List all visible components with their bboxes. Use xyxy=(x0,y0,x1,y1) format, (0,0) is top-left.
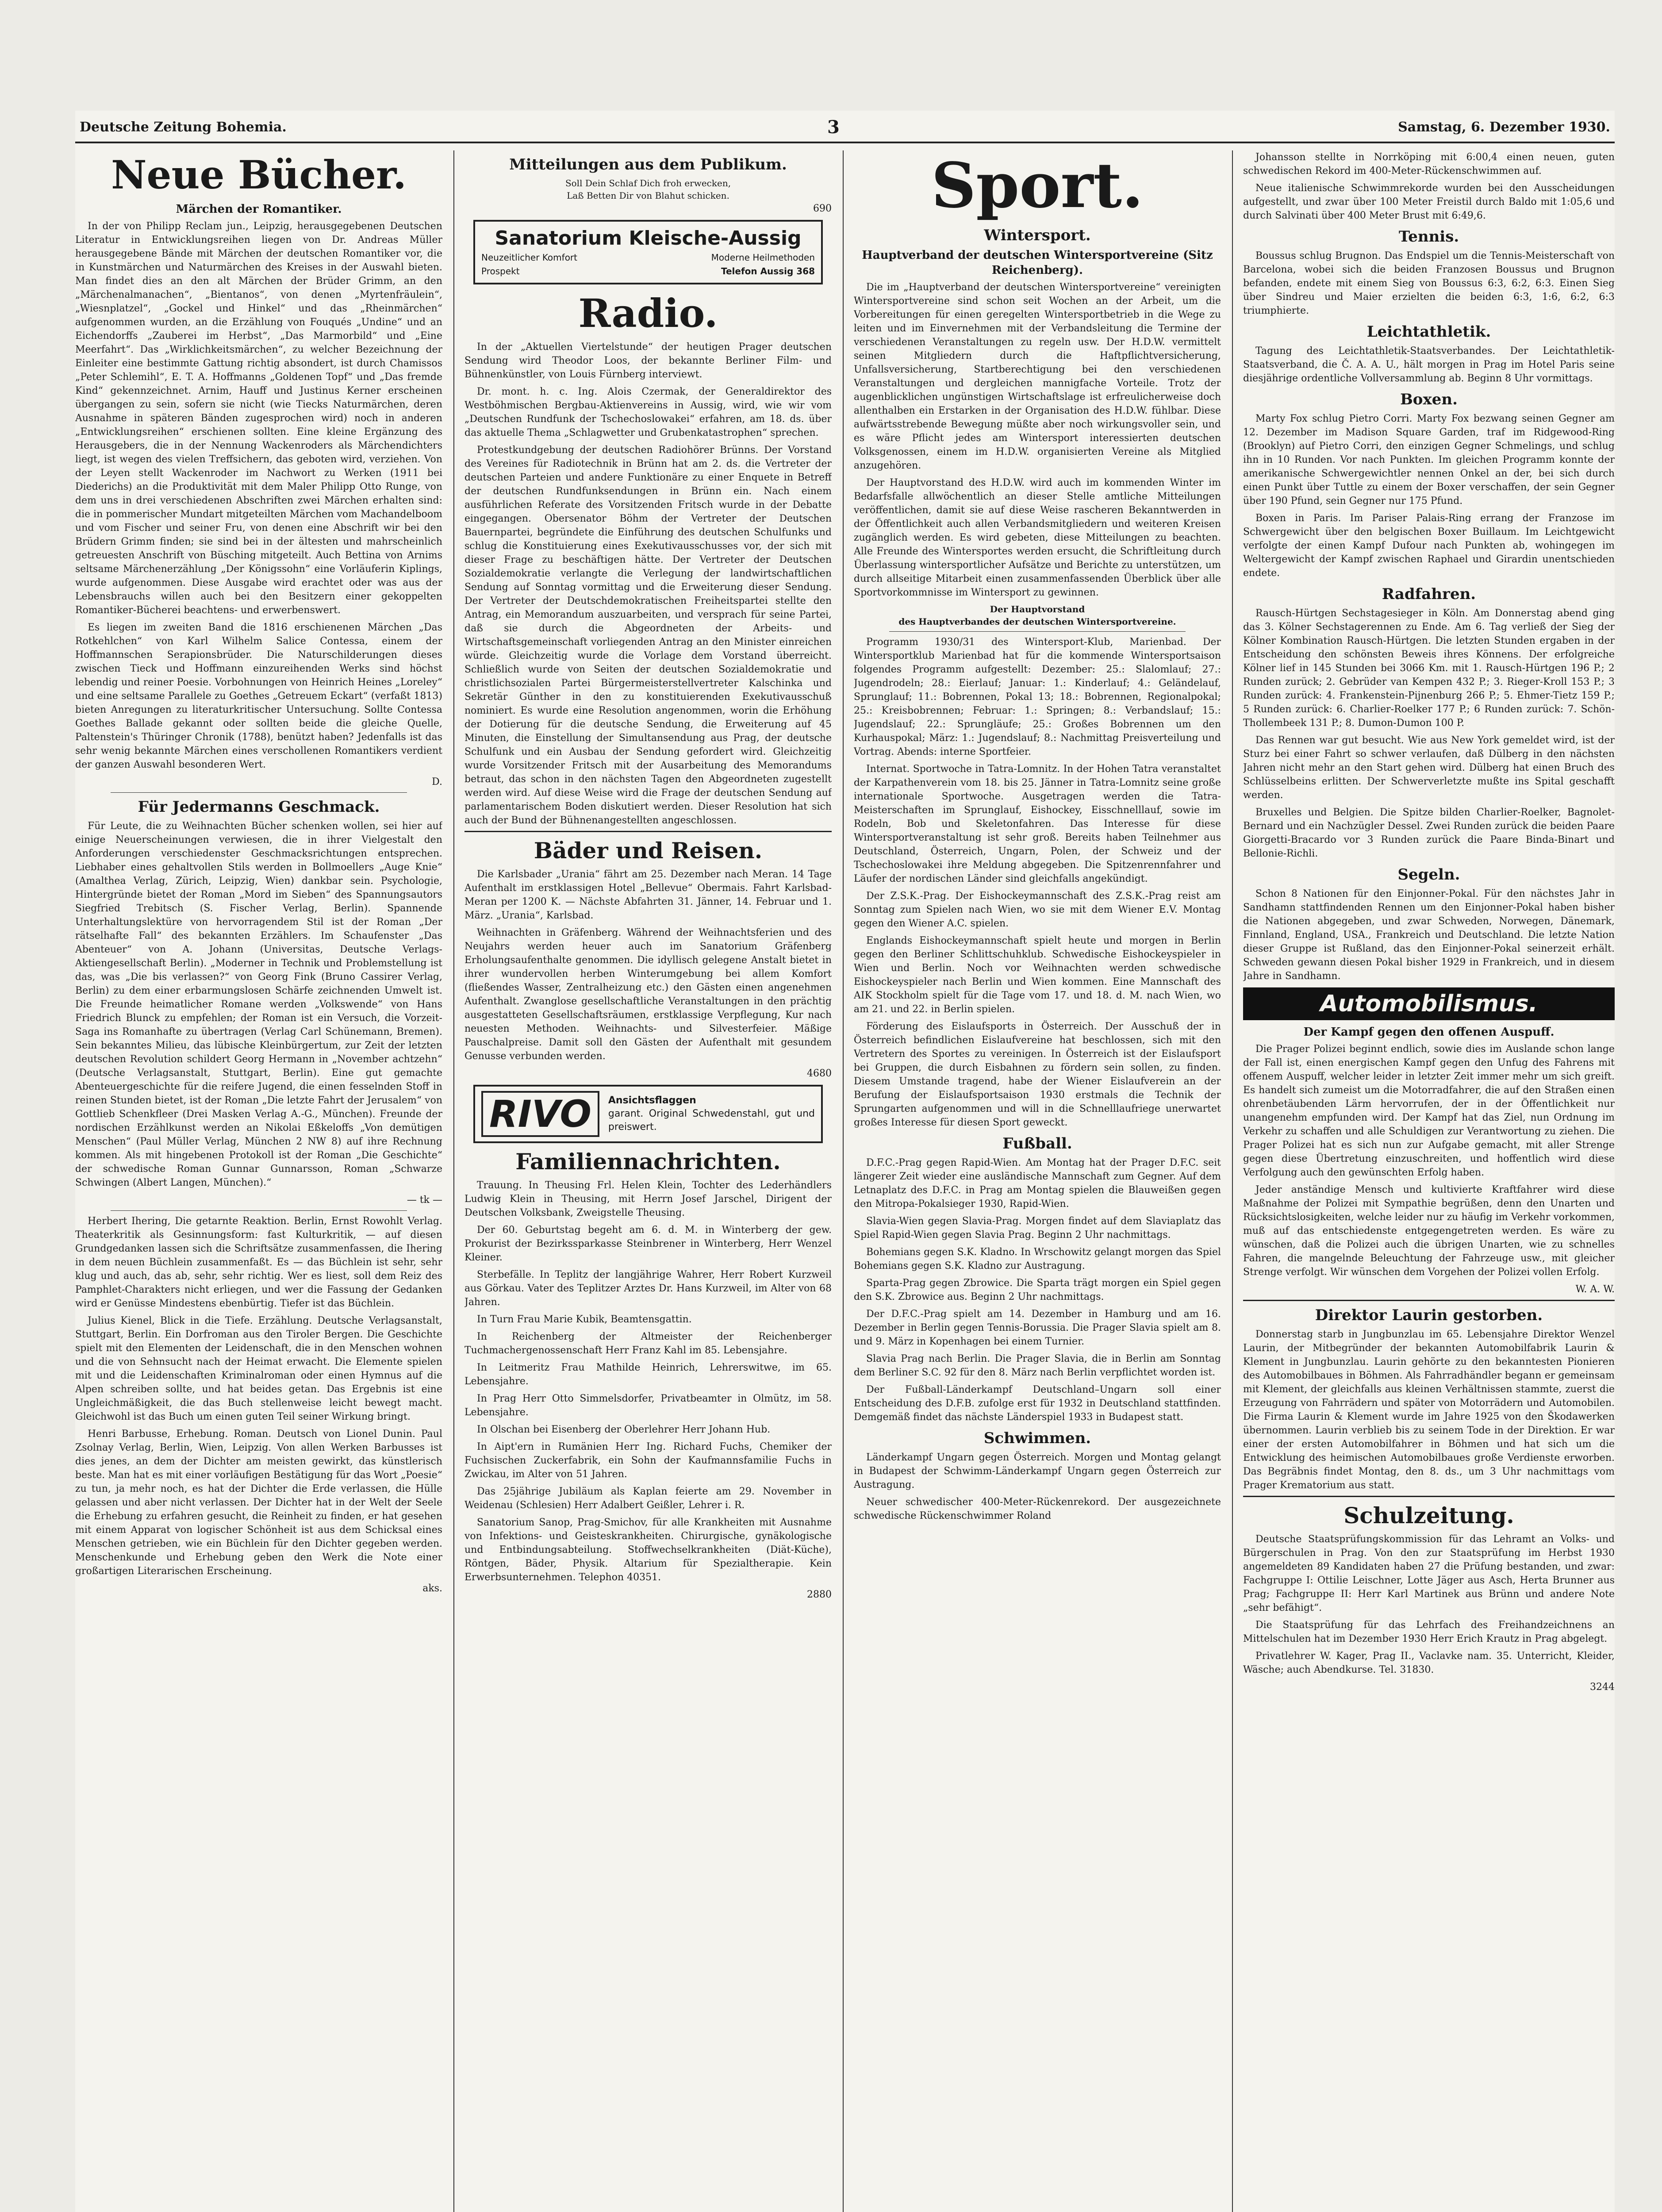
paragraph: Internat. Sportwoche in Tatra-Lomnitz. In der Hohen Tatra veranstaltet der Karpathenverein vom 18. bis 25. Jänner in Tatra-Lomnitz seine große internationale Sportwoche. Ausgetragen werden die Tatra-Meisterschaften im Sprunglauf, Eishockey, Eisschnelllauf, sowie im Rodeln, Bob und Skeletonfahren. Das Interesse für diese Wintersportveranstaltung ist sehr groß. Bereits haben Teilnehmer aus Deutschland, Österreich, Ungarn, Polen, der Schweiz und der Tschechoslowakei ihre Meldung abgegeben. Die Spitzenrennfahrer und Läufer der nordischen Länder sind gleichfalls angekündigt. xyxy=(854,764,1221,884)
paragraph: Trauung. In Theusing Frl. Helen Klein, Tochter des Lederhändlers Ludwig Klein in Theusing, mit Herrn Josef Jarschel, Dirigent der Deutschen Volksbank, Zweigstelle Theusing. xyxy=(464,1180,832,1218)
paragraph: Die Karlsbader „Urania“ fährt am 25. Dezember nach Meran. 14 Tage Aufenthalt im erstklassigen Hotel „Bellevue“ Obermais. Fahrt Karlsbad-Meran per 1200 K. — Nächste Abfahrten 31. Jänner, 14. Februar und 1. März. „Urania“, Karlsbad. xyxy=(464,869,832,921)
newspaper-page xyxy=(75,111,1615,2212)
paragraph: In Aipt'ern in Rumänien Herr Ing. Richard Fuchs, Chemiker der Fuchsischen Zuckerfabrik, ein Sohn der Kaufmannsfamilie Fuchs in Zwickau, im Alter von 51 Jahren. xyxy=(464,1441,832,1480)
column-divider xyxy=(1232,150,1233,2212)
paragraph: Slavia-Wien gegen Slavia-Prag. Morgen findet auf dem Slaviaplatz das Spiel Rapid-Wien gegen Slavia Prag. Beginn 2 Uhr nachmittags. xyxy=(854,1216,1221,1240)
boxen-body xyxy=(1243,412,1615,580)
paragraph: Slavia Prag nach Berlin. Die Prager Slavia, die in Berlin am Sonntag dem Berliner S.C. 92 für den 8. März nach Berlin verpflichtet worden ist. xyxy=(854,1353,1221,1378)
article-signature: W. A. W. xyxy=(1575,1284,1615,1295)
column-radio-family xyxy=(464,150,832,2212)
fussball-body xyxy=(854,1156,1221,1424)
paragraph: Bruxelles und Belgien. Die Spitze bilden Charlier-Roelker, Bagnolet-Bernard und ein Nachzügler Dessel. Zwei Runden zurück die beiden Paare Giorgetti-Bracardo vor 3 Runden zurück die Paare Binda-Binart und Bellonie-Richli. xyxy=(1243,807,1615,859)
paragraph: Bohemians gegen S.K. Kladno. In Wrschowitz gelangt morgen das Spiel Bohemians gegen S.K. Kladno zur Austragung. xyxy=(854,1247,1221,1271)
section-title-sport: Sport. xyxy=(931,150,1144,222)
paragraph: Deutsche Staatsprüfungskommission für das Lehramt an Volks- und Bürgerschulen in Prag. Von den zur Staatsprüfung im Herbst 1930 angemeldeten 89 Kandidaten haben 27 die Prüfung bestanden, und zwar: Fachgruppe I: Ottilie Leischner, Lotte Jäger aus Asch, Herta Brunner aus Prag; Fachgruppe II: Herr Karl Martinek aus Brünn und andere Note „sehr befähigt“. xyxy=(1243,1534,1615,1613)
notice-line: Laß Betten Dir von Blahut schicken. xyxy=(567,190,729,201)
page-number: 3 xyxy=(827,117,840,138)
paragraph: Für Leute, die zu Weihnachten Bücher schenken wollen, sei hier auf einige Neuerscheinungen verwiesen, die in ihrer Vielgestalt den Anforderungen verschiedenster Geschmacksrichtungen entsprechen. Liebhaber eines gehaltvollen Stils werden in Bollmoellers „Auge Knie“ (Amalthea Verlag, Zürich, Leipzig, Wien) dankbar sein. Psychologie, Hintergründe bietet der Roman „Mord im Sieben“ des Spannungsautors Siegfried Trebitsch (S. Fischer Verlag, Berlin). Spannende Unterhaltungslektüre von hervorragendem Stil ist der Roman „Der rätselhafte Fall“ des bekannten Erzählers. Im Schaufenster „Das Abenteuer“ von A. Johann (Universitas, Deutsche Verlags-Aktiengesellschaft Berlin). „Moderner in Technik und Problemstellung ist das, was „Die bis verlassen?“ von Georg Fink (Bruno Cassirer Verlag, Berlin) zu dem einer erbarmungslosen Schärfe zeichnenden Umwelt ist. Die Freunde heimatlicher Romane werden „Volkswende“ von Hans Friedrich Blunck zu empfehlen; der Roman ist ein Versuch, die Vorzeit-Saga ins Romanhafte zu übertragen (Verlag Carl Schünemann, Bremen). Sein bekanntes Milieu, das lübische Kleinbürgertum, zur Zeit der letzten deutschen Revolution schildert Georg Hermann in „November achtzehn“ (Deutsche Verlagsanstalt, Stuttgart, Berlin). Eine gut gemachte Abenteuergeschichte für die reifere Jugend, die einen fesselnden Stoff in reinen Stunden bietet, ist der Roman „Die letzte Fahrt der Jerusalem“ von Gottlieb Schenkfleer (Drei Masken Verlag A.-G., München). Freunde der nordischen Erzählkunst werden an Nikolai Eßkeloffs „Von demütigen Menschen“ (Paul Müller Verlag, München 2 NW 8) auf ihre Rechnung kommen. Als mit hingebenen Protokoll ist der Roman „Die Geschichte“ der schwedische Roman Gunnar Gunnarsson, Roman „Schwarze Schwingen (Albert Langen, München).“ xyxy=(75,821,442,1188)
paragraph: Privatlehrer W. Kager, Prag II., Vaclavke nam. 35. Unterricht, Kleider, Wäsche; auch Abendkurse. Tel. 31830. xyxy=(1243,1651,1615,1675)
sport-body xyxy=(854,635,1221,1129)
ad-rivo xyxy=(473,1085,823,1143)
article-signature: D. xyxy=(432,776,442,787)
subsection-title-boxen: Boxen. xyxy=(1400,391,1458,408)
column-sport xyxy=(854,150,1221,2212)
radio-body xyxy=(464,340,832,827)
schwimmen-body xyxy=(854,1451,1221,1523)
paragraph: In Prag Herr Otto Simmelsdorfer, Privatbeamter in Olmütz, im 58. Lebensjahre. xyxy=(464,1393,832,1418)
section-title-publikum: Mitteilungen aus dem Publikum. xyxy=(509,156,787,173)
paragraph: In Turn Frau Marie Kubik, Beamtensgattin. xyxy=(477,1314,692,1325)
divider xyxy=(464,831,832,832)
family-body xyxy=(464,1179,832,1584)
notice-code: 690 xyxy=(813,203,832,214)
paragraph: Rausch-Hürtgen Sechstagesieger in Köln. Am Donnerstag abend ging das 3. Kölner Sechstagerennen zu Ende. Am 6. Tag verließ der Sieg der Kölner Kombination Rausch-Hürtgen. Die letzten Stunden ergaben in der Entscheidung den schönsten Beweis ihres Könnens. Der erfolgreiche Kölner lief in 145 Stunden bei 3066 Km. mit 1. Rausch-Hürtgen 196 P.; 2 Runden zurück; 2. Gebrüder van Kempen 432 P.; 3. Rieger-Kroll 153 P.; 3 Runden zurück: 4. Frankenstein-Pijnenburg 266 P.; 5. Ehmer-Tietz 159 P.; 5 Runden zurück: 6. Charlier-Roelker 177 P.; 6 Runden zurück: 7. Schön-Thollembeek 131 P.; 8. Dumon-Dumon 100 P. xyxy=(1243,608,1615,729)
article-signature: — tk — xyxy=(407,1194,442,1206)
column-books xyxy=(75,150,442,2212)
issue-date: Samstag, 6. Dezember 1930. xyxy=(1398,119,1610,135)
divider xyxy=(1243,1496,1615,1497)
section-title-baeder: Bäder und Reisen. xyxy=(534,837,763,864)
paragraph: Herbert Ihering, Die getarnte Reaktion. Berlin, Ernst Rowohlt Verlag. Theaterkritik als Gesinnungsform: fast Kulturkritik, — auf diesen Grundgedanken lassen sich die Schriftsätze zusammenfassen, die Ihering in dem neuen Büchlein zusammenfaßt. Es — das Büchlein ist sehr, sehr klug und auch, das ab, sehr, sehr richtig. Wer es liest, soll dem Reiz des Pamphlet-Charakters nicht erliegen, und wer die Fassung der Gedanken wird er Genüsse Mindestens ebenbürtig. Tiefer ist das Büchlein. xyxy=(75,1216,442,1309)
signature: des Hauptverbandes der deutschen Wintersportvereine. xyxy=(898,616,1176,627)
divider xyxy=(111,1210,407,1211)
paragraph: Programm 1930/31 des Wintersport-Klub, Marienbad. Der Wintersportklub Marienbad hat für die kommende Wintersportsaison folgendes Programm aufgestellt: Dezember: 25.: Slalomlauf; 27.: Jugendrodeln; 28.: Eierlauf; Januar: 1.: Kinderlauf; 4.: Geländelauf, Sprunglauf; 11.: Bobrennen, Pokal 13; 18.: Bobrennen, Regionalpokal; 25.: Kreisbobrennen; Februar: 1.: Springen; 8.: Verbandslauf; 15.: Jugendslauf; 22.: Sprungläufe; 25.: Großes Bobrennen um den Kurhauspokal; März: 1.: Jugendslauf; 8.: Nachmittag Preisverteilung und Vortrag. Abends: interne Sportfeier. xyxy=(854,637,1221,757)
paragraph: Schon 8 Nationen für den Einjonner-Pokal. Für den nächstes Jahr in Sandhamn stattfindenden Rennen um den Einjonner-Pokal haben bisher die Nationen abgegeben, und zwar Schweden, Norwegen, Dänemark, Finnland, England, USA., Frankreich und Deutschland. Die letzte Nation dieser Gruppe ist Rußland, das den Einjonner-Pokal seinerzeit erhält. Schweden gewann diesen Pokal bisher 1929 in Frankreich, und in diesem Jahre in Sandhamn. xyxy=(1243,888,1615,982)
page-header xyxy=(75,111,1615,143)
ad-sanatorium xyxy=(473,220,823,284)
paragraph: Der Fußball-Länderkampf Deutschland–Ungarn soll einer Entscheidung des D.F.B. zufolge erst für 1932 in Deutschland stattfinden. Demgemäß findet das nächste Länderspiel 1933 in Budapest statt. xyxy=(854,1384,1221,1423)
radfahren-body xyxy=(1243,607,1615,860)
paragraph: Der Hauptvorstand des H.D.W. wird auch im kommenden Winter im Bedarfsfalle allwöchentlich an dieser Stelle amtliche Mitteilungen veröffentlichen, damit sie auf diese Weise rascheren Bekanntwerden in der Öffentlichkeit auch allen Verbandsmitgliedern und weiteren Kreisen zugänglich werden. Es wird gebeten, diese Mitteilungen zu beachten. Alle Freunde des Wintersportes werden ersucht, die Schriftleitung durch Überlassung wintersportlicher Aufsätze und Berichte zu unterstützen, um durch allseitige Mitarbeit einen zusammenfassenden Überblick über alle Sportvorkommnisse im Wintersport zu gewinnen. xyxy=(854,477,1221,598)
subsection-title-segeln: Segeln. xyxy=(1397,866,1460,883)
paragraph: Jeder anständige Mensch und kultivierte Kraftfahrer wird diese Maßnahme der Polizei mit Sympathie begrüßen, denn den Unarten und Rücksichtslosigkeiten, welche leider nur zu häufig im Verkehr vorkommen, muß auf das entschiedenste entgegengetreten werden. Es wäre zu wünschen, daß die Polizei auch die übrigen Unarten, wie zu schnelles Fahren, die mangelnde Beleuchtung der Fahrzeuge usw., mit gleicher Strenge verfolgt. Wir wünschen dem Vorgehen der Polizei vollen Erfolg. xyxy=(1243,1184,1615,1278)
paragraph: Die im „Hauptverband der deutschen Wintersportvereine“ vereinigten Wintersportvereine sind schon seit Wochen an der Arbeit, um die Vorbereitungen für einen geregelten Wintersportbetrieb in die Wege zu leiten und im Einvernehmen mit der Verbandsleitung die Termine der verschiedenen Veranstaltungen zu regeln usw. Der H.D.W. vermittelt seinen Mitgliedern durch die Haftpflichtversicherung, Unfallsversicherung, Startberechtigung bei den verschiedenen Veranstaltungen und dergleichen mannigfache Vorteile. Trotz der augenblicklichen ungünstigen Wirtschaftslage ist erfreulicherweise doch allenthalben ein Erstarken in der Organisation des H.D.W. fühlbar. Diese aufwärtsstrebende Bewegung müßte aber noch wirkungsvoller sein, und es wäre Pflicht jedes am Wintersport interessierten deutschen Volksgenossen, einem im H.D.W. organisierten Vereine als Mitglied anzugehören. xyxy=(854,282,1221,471)
paragraph: Sparta-Prag gegen Zbrowice. Die Sparta trägt morgen ein Spiel gegen den S.K. Zbrowice aus. Beginn 2 Uhr nachmittags. xyxy=(854,1278,1221,1302)
signature: Der Hauptvorstand xyxy=(990,604,1085,614)
paragraph: Marty Fox schlug Pietro Corri. Marty Fox bezwang seinen Gegner am 12. Dezember im Madison Square Garden, traf im Ridgewood-Ring (Brooklyn) auf Pietro Corri, den einzigen Gegner Schmelings, und schlug ihn in 10 Runden. Vor nach Punkten. Im gleichen Programm konnte der amerikanische Schwergewichtler nennen Onkel an der, bei sich durch einen Punkt über Tuttle zu einem der Boxer verschaffen, der sein Gegner über 190 Pfund, sein Gegner nur 175 Pfund. xyxy=(1243,413,1615,507)
article-title-maerchen: Märchen der Romantiker. xyxy=(176,203,342,216)
laurin-body xyxy=(1243,1328,1615,1492)
paragraph: Das Rennen war gut besucht. Wie aus New York gemeldet wird, ist der Sturz bei einer Fahrt so schwer verlaufen, daß Dülberg in den nächsten Jahren nicht mehr an den Start gehen wird. Dülberg hat einen Bruch des Schlüsselbeins erlitten. Der Schwerverletzte mußte ins Spital geschafft werden. xyxy=(1243,735,1615,801)
ad-text: Moderne Heilmethoden xyxy=(711,252,815,263)
paragraph: In Reichenberg der Altmeister der Reichenberger Tuchmachergenossenschaft Herr Franz Kahl im 85. Lebensjahre. xyxy=(464,1331,832,1356)
article-geschmack-body xyxy=(75,819,442,1190)
subsection-title-radfahren: Radfahren. xyxy=(1382,585,1476,603)
article-title-geschmack: Für Jedermanns Geschmack. xyxy=(138,798,380,816)
schul-body xyxy=(1243,1532,1615,1677)
paragraph: Die Staatsprüfung für das Lehrfach des Freihandzeichnens an Mittelschulen hat im Dezember 1930 Herr Erich Krautz in Prag abgelegt. xyxy=(1243,1620,1615,1644)
baeder-body xyxy=(464,868,832,1063)
paragraph: In der von Philipp Reclam jun., Leipzig, herausgegebenen Deutschen Literatur in Entwicklungsreihen liegen von Dr. Andreas Müller herausgegebene Bände mit Märchen der deutschen Romantiker vor, die in Kunstmärchen und Naturmärchen des Kreises in der Auswahl bieten. Man findet dies an den alt Märchen der Brüder Grimm, an den „Märchenalmanachen“, „Bientanos“, von denen „Myrtenfräulein“, „Wiesnplatzel“, „Gockel und Hinkel“ und das „Rheinmärchen“ aufgenommen wurden, an die Erzählung von Fouqués „Undine“ und an Eichendorffs „Zauberei im Herbst“, „Das Marmorbild“ und „Eine Meerfahrt“. Das „Wirklichkeitsmärchen“, zu welcher Bezeichnung der Einleiter eine bestimmte Gattung richtig absondert, ist durch Chamissos „Peter Schlemihl“, E. T. A. Hoffmanns „Goldenen Topf“ und „Das fremde Kind“ gekennzeichnet. Arnim, Hauff und Justinus Kerner erscheinen übergangen zu sein, sofern sie nicht (wie Tiecks Naturmärchen, deren Ausnahme in späteren Bänden zugesprochen wird) noch in anderen „Entwicklungsreihen“ erschienen sollten. Eine kleine Ergänzung des Herausgebers, die in der Nennung Wackenroders als Märchendichters liegt, ist wegen des vielen Treffsichern, das geboten wird, verziehen. Von der Leyen stellt Wackenroder im Nachwort zu Werken (1911 bei Diederichs) an die Produktivität mit dem Maler Philipp Otto Runge, von dem uns in drei verschiedenen Abschriften zwei Märchen erhalten sind: die in pommerischer Mundart mitgeteilten Märchen vom Machandelboom und vom Fischer und seiner Fru, von denen eine Abschrift wir bei den Brüdern Grimm finden; sie sind bei in der ältesten und mahrscheinlich getreuesten Anschrift von Büsching mitgeteilt. Auch Bettina von Arnims seltsame Märchenerzählung „Der Königssohn“ eine Vorläuferin Kiplings, wurde aufgenommen. Diese Ausgabe wird erachtet oder was aus der Lebensbrauchs willen auch bei den Besitzern einer gekoppelten Romantiker-Bücherei beachtens- und erwerbenswert. xyxy=(75,221,442,616)
divider xyxy=(111,792,407,793)
section-title-family: Familiennachrichten. xyxy=(515,1148,781,1175)
paragraph: Der Z.S.K.-Prag. Der Eishockeymannschaft des Z.S.K.-Prag reist am Sonntag zum Spielen nach Wien, wo sie mit dem Wiener E.V. Montag gegen den Wiener A.C. spielen. xyxy=(854,891,1221,929)
paragraph: Das 25jährige Jubiläum als Kaplan feierte am 29. November in Weidenau (Schlesien) Herr Adalbert Geißler, Lehrer i. R. xyxy=(464,1486,832,1511)
banner-automobilismus: Automobilismus. xyxy=(1243,987,1615,1020)
article-title-hauptverband: Hauptverband der deutschen Wintersportvereine (Sitz Reichenberg). xyxy=(862,249,1213,277)
paragraph: Protestkundgebung der deutschen Radiohörer Brünns. Der Vorstand des Vereines für Radiotechnik in Brünn hat am 2. ds. die Vertreter der deutschen Parteien und andere Funktionäre zu einer Enquete in Betreff der deutschen Rundfunksendungen in Brünn ein. Nach einem ausführlichen Referate des Vorsitzenden Fritsch wurde in der Debatte eingegangen. Obersenator Böhm der Vertreter der Deutschen Bauernpartei, begründete die Einführung des deutschen Schulfunks und schlug die Konstituierung eines Exekutivausschusses vor, der sich mit dieser Frage zu beschäftigen hätte. Der Vertreter der Deutschen Sozialdemokratie verlangte die Verlegung der landwirtschaftlichen Sendung auf Sonntag vormittag und die Erweiterung dieser Sendung. Der Vertreter der Deutschdemokratischen Freiheitspartei stellte den Antrag, ein Memorandum auszuarbeiten, und versprach für seine Partei, daß sie durch die Abgeordneten der Arbeits- und Wirtschaftsgemeinschaft vorliegenden Antrag an den Minister einreichen würde. Gleichzeitig wurde die Vorlage dem Vorstand überreicht. Schließlich wurde von Seiten der deutschen Sozialdemokratie und christlichsozialen Partei Bürgermeisterstellvertreter Kalschinka und Sekretär Günther in den zu konstituierenden Exekutivausschuß nominiert. Es wurde eine Resolution angenommen, worin die Erhöhung der Dotierung für die deutsche Sendung, die Erweiterung auf 45 Minuten, die Einstellung der Simultansendung aus Prag, der deutsche Schulfunk und ein Ausbau der Sendung gefordert wird. Gleichzeitig wurde Vorsitzender Fritsch mit der Ausarbeitung des Memorandums betraut, das schon in den nächsten Tagen den Abgeordneten zugestellt werden wird. Auf diese Weise wird die Frage der deutschen Sendung auf parlamentarischem Boden diskutiert werden. Dieser Resolution hat sich auch der Bund der Bühnenangestellten angeschlossen. xyxy=(464,445,832,826)
segeln-body xyxy=(1243,887,1615,983)
section-title-radio: Radio. xyxy=(578,290,718,336)
article-maerchen-body xyxy=(75,219,442,772)
column-divider xyxy=(453,150,454,2212)
paragraph: Boxen in Paris. Im Pariser Palais-Ring errang der Franzose im Schwergewicht über den belgischen Boxer Buillaum. Im Leichtgewicht verfolgte der einen Kampf Dufour nach Punkten ab, wohingegen im Weltergewicht der Kampf zwischen Raphael und Girardin unentschieden endete. xyxy=(1243,513,1615,579)
newspaper-name: Deutsche Zeitung Bohemia. xyxy=(80,119,287,135)
paragraph: Julius Kienel, Blick in die Tiefe. Erzählung. Deutsche Verlagsanstalt, Stuttgart, Berlin. Ein Dorfroman aus den Tiroler Bergen. Die Geschichte spielt mit den Elementen der Leidenschaft, die in den Menschen wohnen und die von Sehnsucht nach der Heimat erwacht. Die Elemente spielen mit und die Leidenschaften Kriminalroman oder einen Hymnus auf die Alpen schreiben sollte, und hat beides getan. Das Ergebnis ist eine Ungleichmäßigkeit, die das Buch stellenweise leicht bewegt macht. Gleichwohl ist das Buch um einen guten Teil seiner Wirkung bringt. xyxy=(75,1315,442,1422)
subsection-title-schwimmen: Schwimmen. xyxy=(983,1429,1091,1447)
paragraph: Donnerstag starb in Jungbunzlau im 65. Lebensjahre Direktor Wenzel Laurin, der Mitbegründer der bekannten Automobilfabrik Laurin & Klement in Jungbunzlau. Laurin gehörte zu den bekanntesten Pionieren des Automobilbaues in Böhmen. Als Fahrradhändler begann er gemeinsam mit Klement, der gleichfalls aus kleinen Verhältnissen stammte, zuerst die Erzeugung von Fahrrädern und später von Motorrädern und Automobilen. Die Firma Laurin & Klement wurde im Jahre 1925 von den Škodawerken übernommen. Laurin verblieb bis zu seinem Tode in der Direktion. Er war einer der ersten Automobilfahrer in Böhmen und hat sich um die Entwicklung des heimischen Automobilbaues große Verdienste erworben. Das Begräbnis findet Montag, den 8. ds., um 3 Uhr nachmittags vom Prager Krematorium aus statt. xyxy=(1243,1329,1615,1491)
paragraph: D.F.C.-Prag gegen Rapid-Wien. Am Montag hat der Prager D.F.C. seit längerer Zeit wieder eine ausländische Mannschaft zum Gegner. Auf dem Letnaplatz des D.F.C. in Prag am Montag spielen die Blauweißen gegen den Mitropa-Pokalsieger 1930, Rapid-Wien. xyxy=(854,1157,1221,1210)
ad-text: garant. Original Schwedenstahl, gut und preiswert. xyxy=(608,1108,815,1133)
paragraph: Boussus schlug Brugnon. Das Endspiel um die Tennis-Meisterschaft von Barcelona, wobei sich die beiden Franzosen Boussus und Brugnon befanden, endete mit einem Sieg von Boussus 6:3, 6:2, 6:3. Einen Sieg über Sindreu und Maier erzielten die beiden 6:3, 1:6, 6:2, 6:3 triumphierte. xyxy=(1243,250,1615,316)
article-title-laurin: Direktor Laurin gestorben. xyxy=(1315,1306,1543,1324)
paragraph: Sanatorium Sanop, Prag-Smichov, für alle Krankheiten mit Ausnahme von Infektions- und Geisteskrankheiten. Chirurgische, gynäkologische und Entbindungsabteilung. Stoffwechselkrankheiten (Diät-Küche), Röntgen, Bäder, Physik. Altarium für Spezialtherapie. Kein Erwerbsunternehmen. Telephon 40351. xyxy=(464,1517,832,1583)
notice-line: Soll Dein Schlaf Dich froh erwecken, xyxy=(565,178,731,188)
divider xyxy=(1243,1300,1615,1301)
ad-text: Neuzeitlicher Komfort xyxy=(481,252,577,263)
rivo-logo: RIVO xyxy=(481,1091,599,1137)
paragraph: Es liegen im zweiten Band die 1816 erschienenen Märchen „Das Rotkehlchen“ von Karl Wilhelm Salice Contessa, einem der Hoffmannschen Serapionsbrüder. Die Naturschilderungen dieses zwischen Tieck und Hoffmann einzureihenden Werks sind höchst lebendig und reiner Poesie. Vorbohnungen von Heinrich Heines „Loreley“ und eine seltsame Parallele zu Goethes „Getreuem Eckart“ (verfaßt 1813) bieten Anregungen zu literaturkritischer Untersuchung. Sollte Contessa Goethes Ballade gekannt oder sollten beide die gleiche Quelle, Paltenstein's Thüringer Chronik (1788), benützt haben? Jedenfalls ist das sehr wenig bekannte Märchen eines verschollenen Romantikers verdient der ganzen Auswahl besonderen Wert. xyxy=(75,622,442,770)
ad-text: Telefon Aussig 368 xyxy=(721,266,815,276)
tennis-body xyxy=(1243,249,1615,318)
ad-text: Ansichtsflaggen xyxy=(608,1095,696,1106)
paragraph: Der D.F.C.-Prag spielt am 14. Dezember in Hamburg und am 16. Dezember in Berlin gegen Tennis-Borussia. Die Prager Slavia spielt am 8. und 9. März in Kopenhagen bei einem Turnier. xyxy=(854,1309,1221,1347)
paragraph: Weihnachten in Gräfenberg. Während der Weihnachtsferien und des Neujahrs werden heuer auch im Sanatorium Gräfenberg Erholungsaufenthalte genommen. Die idyllisch gelegene Anstalt bietet in ihrer wundervollen herben Winterumgebung bei allem Komfort (fließendes Wasser, Zentralheizung etc.) den Gästen einen angenehmen Aufenthalt. Zwanglose gesellschaftliche Veranstaltungen in den prächtig ausgestatteten Gesellschaftsräumen, erstklassige Verpflegung, Kur nach neuesten Methoden. Weihnachts- und Silvesterfeier. Mäßige Pauschalpreise. Damit soll den Gästen der Aufenthalt mit gesundem Genusse verbunden werden. xyxy=(464,927,832,1062)
paragraph: Der 60. Geburtstag begeht am 6. d. M. in Winterberg der gew. Prokurist der Bezirkssparkasse Steinbrener in Winterberg, Herr Wenzel Kleiner. xyxy=(464,1225,832,1263)
book-reviews xyxy=(75,1214,442,1578)
paragraph: Tagung des Leichtathletik-Staatsverbandes. Der Leichtathletik-Staatsverband, die Č. A. A. U., hält morgen in Prag im Hotel Paris seine diesjährige ordentliche Vollversammlung ab. Beginn 8 Uhr vormittags. xyxy=(1243,346,1615,384)
notice-code: 4680 xyxy=(807,1068,832,1079)
paragraph: Englands Eishockeymannschaft spielt heute und morgen in Berlin gegen den Berliner Schlittschuhklub. Schwedische Eishockeyspieler in Wien und Berlin. Noch vor Weihnachten werden schwedische Eishockeyspieler nach Berlin und Wien kommen. Eine Mannschaft des AIK Stockholm spielt für die Tage vom 17. und 18. d. M. nach Wien, wo am 21. und 22. in Berlin spielen. xyxy=(854,935,1221,1015)
subsection-title-tennis: Tennis. xyxy=(1398,228,1459,246)
section-title-books: Neue Bücher. xyxy=(111,152,407,198)
article-title-auspuff: Der Kampf gegen den offenen Auspuff. xyxy=(1303,1025,1555,1039)
paragraph: In Olschan bei Eisenberg der Oberlehrer Herr Johann Hub. xyxy=(477,1424,771,1435)
subsection-title-fussball: Fußball. xyxy=(1002,1135,1072,1152)
article-signature: aks. xyxy=(422,1583,442,1594)
paragraph: Dr. mont. h. c. Ing. Alois Czermak, der Generaldirektor des Westböhmischen Bergbau-Aktienvereins in Aussig, wird, wie wir vom „Deutschen Rundfunk der Tschechoslowakei“ erfahren, am 18. ds. über das aktuelle Thema „Schlagwetter und Grubenkatastrophen“ sprechen. xyxy=(464,386,832,438)
leichtathletik-body xyxy=(1243,344,1615,385)
paragraph: Henri Barbusse, Erhebung. Roman. Deutsch von Lionel Dunin. Paul Zsolnay Verlag, Berlin, Wien, Leipzig. Von allen Werken Barbusses ist dies jenes, an dem der Dichter am meisten gewirkt, das künstlerisch beste. Man hat es mit einer vorläufigen Bestätigung für das Wort „Poesie“ zu tun, ja mehr noch, es hat der Dichter die Erde verlassen, die Hülle gelassen und aber nicht verlassen. Der Dichter hat in der Welt der Seele die Erhebung zu erfahren gesucht, die Reinheit zu finden, er hat gesehen mit einem Apparat von logischer Schönheit ist aus dem Schicksal eines Menschen getrieben, wie ein Büchlein für den Dichter gegeben werden. Menschenkunde und Erhebung geben den Werk die Note einer großartigen Literarischen Erscheinung. xyxy=(75,1429,442,1577)
paragraph: Neuer schwedischer 400-Meter-Rückenrekord. Der ausgezeichnete schwedische Rückenschwimmer Roland xyxy=(854,1497,1221,1521)
section-title-schulzeitung: Schulzeitung. xyxy=(1343,1502,1514,1528)
paragraph: Die Prager Polizei beginnt endlich, sowie dies im Auslande schon lange der Fall ist, einen energischen Kampf gegen den Unfug des Fahrens mit offenem Auspuff, welcher leider in letzter Zeit immer mehr um sich greift. Es handelt sich zumeist um die Motorradfahrer, die auf den Straßen einen ohrenbetäubenden Lärm hervorrufen, der in der Öffentlichkeit nur unangenehm empfunden wird. Der Kampf hat das Ziel, nun Ordnung im Verkehr zu schaffen und alle Schuldigen zur Verantwortung zu ziehen. Die Prager Polizei hat es sich nun zur Aufgabe gemacht, mit aller Strenge gegen diese Übertretung einzuschreiten, und hoffentlich wird diese Verfolgung auch den gewünschten Erfolg haben. xyxy=(1243,1044,1615,1178)
column-divider xyxy=(843,150,844,2212)
paragraph: Förderung des Eislaufsports in Österreich. Der Ausschuß der in Österreich befindlichen Eislaufvereine hat beschlossen, sich mit den Vertretern des Sportes zu vereinigen. In Österreich ist der Eislaufsport bei Gruppen, die durch Eisbahnen zu fördern sein sollen, zu finden. Diesem Umstande tragend, habe der Wiener Eislaufverein an der Berufung der Eislaufsportsaison 1930 erstmals die Technik der Sprungarten aufgenommen und will in die Schnelllaufriege unerwartet großes Interesse für diesen Sport geweckt. xyxy=(854,1021,1221,1128)
notice-code: 3244 xyxy=(1590,1682,1615,1693)
paragraph: Johansson stellte in Norrköping mit 6:00,4 einen neuen, guten schwedischen Rekord im 400-Meter-Rückenschwimmen auf. xyxy=(1243,152,1615,177)
wintersport-body xyxy=(854,280,1221,599)
auto-body xyxy=(1243,1042,1615,1279)
paragraph: Neue italienische Schwimmrekorde wurden bei den Ausscheidungen aufgestellt, und zwar über 100 Meter Freistil durch Baldo mit 1:05,6 und durch Salvinati über 400 Meter Brust mit 6:49,6. xyxy=(1243,183,1615,221)
paragraph: In Leitmeritz Frau Mathilde Heinrich, Lehrerswitwe, im 65. Lebensjahre. xyxy=(464,1362,832,1387)
subsection-title-leichtathletik: Leichtathletik. xyxy=(1366,323,1491,341)
subsection-title-wintersport: Wintersport. xyxy=(984,227,1091,244)
notice-code: 2880 xyxy=(807,1589,832,1600)
paragraph: In der „Aktuellen Viertelstunde“ der heutigen Prager deutschen Sendung wird Theodor Loos, der bekannte Berliner Film- und Bühnenkünstler, von Louis Fürnberg interviewt. xyxy=(464,342,832,380)
divider xyxy=(889,631,1186,632)
paragraph: Länderkampf Ungarn gegen Österreich. Morgen und Montag gelangt in Budapest der Schwimm-Länderkampf Ungarn gegen Österreich zur Austragung. xyxy=(854,1452,1221,1490)
column-sport-continued xyxy=(1243,150,1615,2212)
paragraph: Sterbefälle. In Teplitz der langjährige Wahrer, Herr Robert Kurzweil aus Görkau. Vater des Teplitzer Arztes Dr. Hans Kurzweil, im Alter von 68 Jahren. xyxy=(464,1269,832,1308)
ad-text: Prospekt xyxy=(481,266,520,276)
ad-title: Sanatorium Kleische-Aussig xyxy=(495,227,802,250)
